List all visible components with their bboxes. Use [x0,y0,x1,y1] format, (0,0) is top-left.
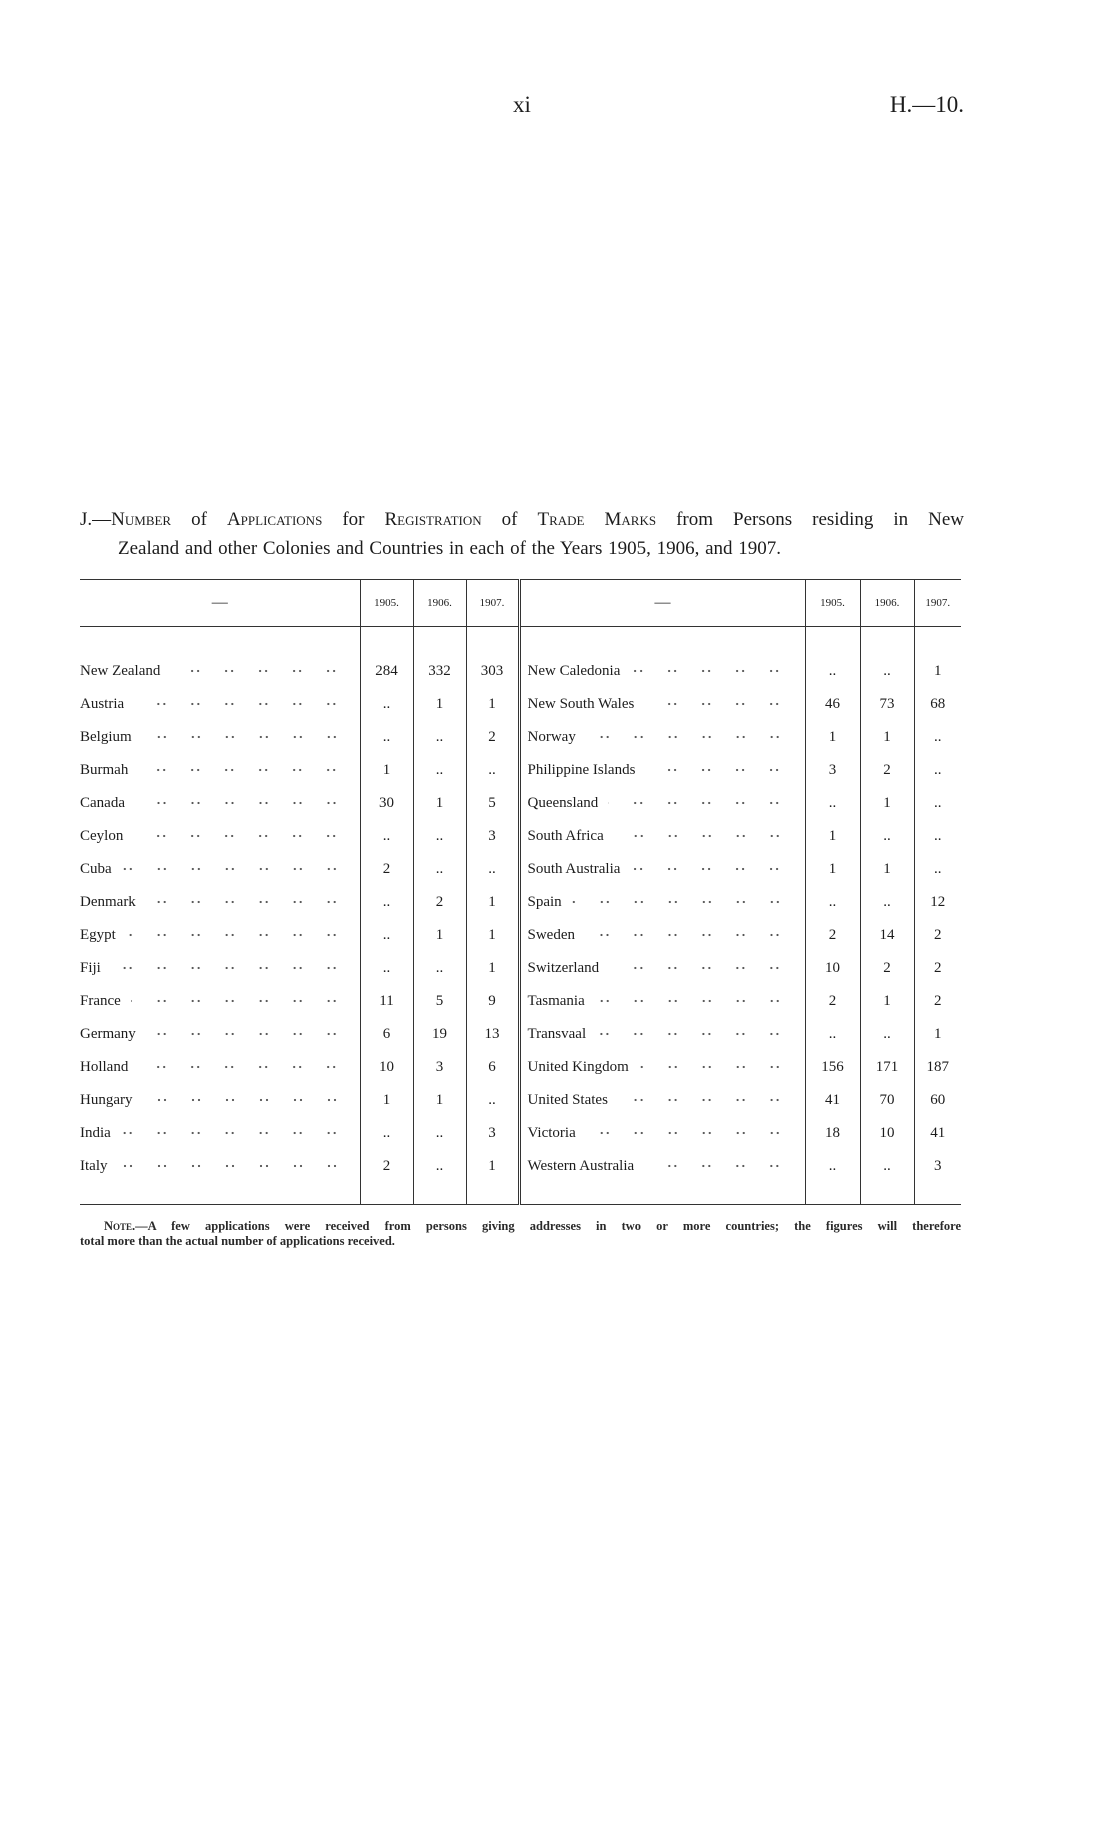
right-value-1906: 2 [860,754,914,787]
leader-dots [630,668,794,674]
left-country-cell [80,919,360,952]
right-value-1905: 156 [805,1051,860,1084]
country-label [80,1158,360,1175]
table-row [80,853,961,886]
right-country-cell [519,655,805,688]
country-label [521,927,805,944]
left-value-1905: .. [360,886,413,919]
left-value-1906: 1 [413,919,466,952]
right-value-1905: 10 [805,952,860,985]
country-name: Belgium [80,729,132,745]
left-country-cell [80,820,360,853]
title-text: of [171,509,227,530]
left-value-1905: 30 [360,787,413,820]
right-value-1907: 12 [914,886,961,919]
country-label [80,1125,360,1142]
leader-dots [126,932,352,938]
right-value-1907: 3 [914,1150,961,1183]
left-value-1905: 1 [360,754,413,787]
right-value-1905: .. [805,886,860,919]
right-value-1906: 1 [860,985,914,1018]
left-country-cell [80,1051,360,1084]
left-value-1907: .. [466,754,519,787]
table-row [80,1018,961,1051]
country-name: New Caledonia [527,663,621,679]
leader-dots [586,1130,795,1136]
right-country-cell [519,688,805,721]
left-value-1907: 1 [466,919,519,952]
title-word: Registration [384,509,482,530]
spacer-row [80,627,961,656]
right-value-1907: 1 [914,655,961,688]
right-country-cell [519,919,805,952]
left-value-1905: .. [360,688,413,721]
right-value-1907: .. [914,787,961,820]
left-value-1907: 1 [466,1150,519,1183]
country-name: Hungary [80,1092,133,1108]
left-value-1905: 2 [360,1150,413,1183]
right-country-cell [519,754,805,787]
right-value-1907: 2 [914,952,961,985]
country-name: United States [527,1092,608,1108]
right-value-1905: 1 [805,853,860,886]
spacer-cell [914,1183,961,1205]
right-value-1906: .. [860,820,914,853]
leader-dots [609,965,794,971]
left-value-1907: .. [466,1084,519,1117]
country-label [80,993,360,1010]
right-value-1907: 2 [914,985,961,1018]
country-name: Western Australia [527,1158,635,1174]
right-value-1905: .. [805,1018,860,1051]
left-value-1906: .. [413,952,466,985]
country-label [521,861,805,878]
spacer-cell [805,1183,860,1205]
spacer-cell [80,1183,360,1205]
spacer-cell [860,1183,914,1205]
country-label [521,729,805,746]
table-row [80,1117,961,1150]
header-row [80,580,961,627]
left-value-1906: 1 [413,688,466,721]
applications-table [80,579,961,1205]
leader-dots [170,668,351,674]
leader-dots [585,932,795,938]
left-value-1905: 10 [360,1051,413,1084]
table-row [80,919,961,952]
right-country-cell [519,1018,805,1051]
left-value-1907: 303 [466,655,519,688]
right-value-1906: .. [860,1018,914,1051]
right-value-1906: 2 [860,952,914,985]
right-value-1906: 70 [860,1084,914,1117]
left-value-1905: 2 [360,853,413,886]
country-label [521,1125,805,1142]
left-year-1907-header: 1907. [466,580,519,627]
country-name: New South Wales [527,696,635,712]
spacer-cell [519,1183,805,1205]
leader-dots [142,734,352,740]
left-value-1905: .. [360,721,413,754]
right-value-1907: .. [914,853,961,886]
table-row [80,952,961,985]
left-value-1905: 1 [360,1084,413,1117]
country-label [521,1059,805,1076]
country-label [80,927,360,944]
table-row [80,1084,961,1117]
title-text: for [322,509,385,530]
right-value-1907: 60 [914,1084,961,1117]
right-value-1905: 18 [805,1117,860,1150]
country-label [521,696,805,713]
country-name: Cuba [80,861,112,877]
country-name: Tasmania [527,993,585,1009]
right-country-cell [519,787,805,820]
title-text: of [481,509,538,530]
right-year-1906-header: 1906. [860,580,914,627]
country-name: South Africa [527,828,604,844]
table-row [80,820,961,853]
table-row [80,1051,961,1084]
country-label [521,663,805,680]
table-title [80,509,964,531]
right-value-1907: 187 [914,1051,961,1084]
spacer-cell [805,627,860,656]
footnote [80,1219,961,1249]
footnote-line-2: total more than the actual number of applications received. [80,1234,395,1248]
title-text: from Persons residing in New [656,509,965,530]
country-name: South Australia [527,861,621,877]
right-value-1907: 2 [914,919,961,952]
right-value-1905: 41 [805,1084,860,1117]
spacer-row [80,1183,961,1205]
right-country-cell [519,1051,805,1084]
country-name: Victoria [527,1125,576,1141]
right-value-1905: 1 [805,721,860,754]
table-row [80,886,961,919]
country-name: Queensland [527,795,599,811]
left-value-1906: .. [413,721,466,754]
right-value-1905: 1 [805,820,860,853]
country-label [80,960,360,977]
right-country-cell [519,1150,805,1183]
left-value-1906: 19 [413,1018,466,1051]
spacer-cell [914,627,961,656]
country-label [80,1059,360,1076]
right-country-cell [519,886,805,919]
country-label [521,993,805,1010]
leader-dots [586,734,795,740]
title-word: Trade Marks [537,509,657,530]
right-value-1906: 10 [860,1117,914,1150]
leader-dots [111,965,352,971]
country-label [521,1026,805,1043]
right-value-1907: 68 [914,688,961,721]
title-word: Number [111,509,172,530]
country-name: New Zealand [80,663,161,679]
spacer-cell [413,1183,466,1205]
country-label [80,762,360,779]
leader-dots [596,1031,794,1037]
left-country-cell [80,886,360,919]
left-value-1906: 3 [413,1051,466,1084]
left-value-1907: 5 [466,787,519,820]
country-label [80,861,360,878]
left-value-1906: 5 [413,985,466,1018]
leader-dots [644,1163,794,1169]
leader-dots [644,701,794,707]
left-year-1905-header: 1905. [360,580,413,627]
document-reference: H.—10. [889,92,964,117]
country-label [521,1092,805,1109]
leader-dots [595,998,795,1004]
right-country-cell [519,1084,805,1117]
left-value-1906: 1 [413,1084,466,1117]
left-value-1906: .. [413,1150,466,1183]
country-name: Spain [527,894,562,910]
leader-dots [138,1064,351,1070]
left-value-1905: 284 [360,655,413,688]
country-name: Transvaal [527,1026,587,1042]
left-value-1906: 332 [413,655,466,688]
right-value-1906: .. [860,1150,914,1183]
right-year-1907-header: 1907. [914,580,961,627]
table-row [80,754,961,787]
page-number: xi [513,92,531,117]
left-value-1905: 6 [360,1018,413,1051]
country-name: Austria [80,696,125,712]
leader-dots [645,767,794,773]
spacer-cell [860,627,914,656]
right-country-cell [519,820,805,853]
spacer-cell [413,627,466,656]
country-label [521,960,805,977]
left-value-1906: .. [413,1117,466,1150]
country-name: France [80,993,121,1009]
left-value-1907: 9 [466,985,519,1018]
country-name: Egypt [80,927,116,943]
leader-dots [121,1130,352,1136]
leader-dots [608,800,794,806]
table-row [80,721,961,754]
leader-dots [618,1097,795,1103]
left-value-1907: 6 [466,1051,519,1084]
left-value-1906: 1 [413,787,466,820]
left-country-cell [80,985,360,1018]
left-value-1907: 3 [466,820,519,853]
right-name-header: — [519,580,805,627]
right-country-cell [519,952,805,985]
right-country-cell [519,985,805,1018]
right-value-1905: 2 [805,985,860,1018]
left-country-cell [80,952,360,985]
spacer-cell [466,627,519,656]
leader-dots [572,899,795,905]
spacer-cell [80,627,360,656]
country-name: Philippine Islands [527,762,636,778]
table-row [80,655,961,688]
country-label [80,828,360,845]
table-row [80,787,961,820]
leader-dots [122,866,352,872]
left-year-1906-header: 1906. [413,580,466,627]
left-value-1907: 1 [466,886,519,919]
left-value-1906: .. [413,754,466,787]
left-value-1906: .. [413,853,466,886]
right-value-1905: .. [805,1150,860,1183]
country-name: Fiji [80,960,101,976]
country-name: Burmah [80,762,129,778]
left-country-cell [80,853,360,886]
left-country-cell [80,721,360,754]
right-value-1905: 2 [805,919,860,952]
right-value-1907: .. [914,754,961,787]
leader-dots [146,899,352,905]
right-country-cell [519,721,805,754]
left-country-cell [80,1117,360,1150]
leader-dots [614,833,795,839]
right-value-1905: 3 [805,754,860,787]
country-name: Sweden [527,927,575,943]
country-name: India [80,1125,111,1141]
left-value-1907: 2 [466,721,519,754]
country-label [521,795,805,812]
table-title-continued: Zealand and other Colonies and Countries in each of the Years 1905, 1906, and 1907. [118,538,782,559]
right-value-1906: 1 [860,787,914,820]
left-country-cell [80,1084,360,1117]
country-name: Denmark [80,894,136,910]
leader-dots [143,1097,352,1103]
left-value-1907: 3 [466,1117,519,1150]
country-label [80,795,360,812]
left-country-cell [80,688,360,721]
country-name: Holland [80,1059,129,1075]
country-label [80,729,360,746]
left-country-cell [80,787,360,820]
right-value-1906: 73 [860,688,914,721]
footnote-text: —A few applications were received from persons giving addresses in two or more countries; the figures will therefore [135,1219,961,1233]
leader-dots [118,1163,352,1169]
left-name-header: — [80,580,360,627]
country-label [80,1092,360,1109]
country-label [80,696,360,713]
right-value-1905: 46 [805,688,860,721]
right-country-cell [519,853,805,886]
country-label [521,894,805,911]
right-value-1907: 41 [914,1117,961,1150]
country-label [80,663,360,680]
left-country-cell [80,1150,360,1183]
leader-dots [135,800,352,806]
left-value-1905: .. [360,1117,413,1150]
country-name: Germany [80,1026,136,1042]
right-value-1906: 1 [860,853,914,886]
country-name: Italy [80,1158,108,1174]
leader-dots [630,866,794,872]
country-label [80,1026,360,1043]
left-value-1906: 2 [413,886,466,919]
leader-dots [134,701,351,707]
right-value-1906: 14 [860,919,914,952]
left-country-cell [80,1018,360,1051]
leader-dots [146,1031,352,1037]
table-row [80,985,961,1018]
country-name: Canada [80,795,125,811]
country-label [80,894,360,911]
leader-dots [138,767,351,773]
right-value-1905: .. [805,655,860,688]
country-label [521,762,805,779]
left-country-cell [80,754,360,787]
right-value-1906: 171 [860,1051,914,1084]
leader-dots [639,1064,795,1070]
footnote-line-1 [80,1219,961,1234]
country-name: Norway [527,729,576,745]
left-value-1906: .. [413,820,466,853]
title-word: Applications [226,509,323,530]
left-value-1905: .. [360,820,413,853]
right-value-1907: .. [914,820,961,853]
left-value-1907: 1 [466,952,519,985]
right-value-1907: .. [914,721,961,754]
left-country-cell [80,655,360,688]
left-value-1907: .. [466,853,519,886]
right-value-1906: .. [860,886,914,919]
footnote-label: Note. [104,1219,136,1233]
spacer-cell [519,627,805,656]
left-value-1905: .. [360,919,413,952]
country-name: United Kingdom [527,1059,629,1075]
table-row [80,688,961,721]
right-value-1906: 1 [860,721,914,754]
leader-dots [133,833,351,839]
left-value-1907: 1 [466,688,519,721]
leader-dots [131,998,352,1004]
spacer-cell [466,1183,519,1205]
country-label [521,1158,805,1175]
spacer-cell [360,1183,413,1205]
country-label [521,828,805,845]
country-name: Ceylon [80,828,124,844]
right-year-1905-header: 1905. [805,580,860,627]
left-value-1907: 13 [466,1018,519,1051]
right-country-cell [519,1117,805,1150]
spacer-cell [360,627,413,656]
right-value-1906: .. [860,655,914,688]
table-row [80,1150,961,1183]
title-prefix: J.— [80,509,112,530]
left-value-1905: .. [360,952,413,985]
right-value-1907: 1 [914,1018,961,1051]
country-name: Switzerland [527,960,600,976]
left-value-1905: 11 [360,985,413,1018]
right-value-1905: .. [805,787,860,820]
